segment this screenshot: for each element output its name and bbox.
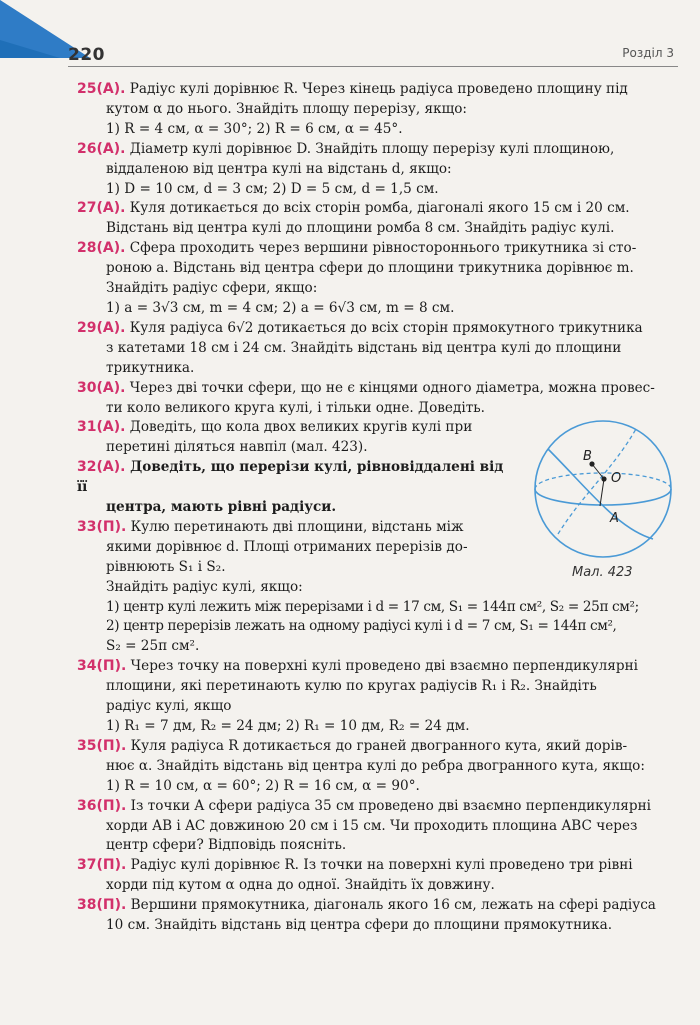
problem-text: нює α. Знайдіть відстань від центра кулі до ребра двогранного кута, якщо: [106, 757, 645, 774]
problem-text: центра, мають рівні радіуси. [106, 499, 337, 516]
label-b: B [583, 449, 592, 464]
problem-38 [77, 896, 677, 936]
problem-number: 32(А). [77, 459, 126, 476]
problem-number: 33(П). [77, 518, 127, 535]
problem-35 [77, 737, 677, 797]
great-circle-back [558, 429, 636, 534]
problem-number: 27(А). [77, 200, 126, 217]
problem-text: рівнюють S₁ і S₂. [106, 558, 226, 575]
problem-text: Сфера проходить через вершини рівностороннього трикутника зі сто- [129, 240, 637, 257]
problem-text: радіус кулі, якщо [106, 698, 232, 715]
problem-text: 10 см. Знайдіть відстань від центра сфери до площини прямокутника. [106, 917, 613, 934]
radius-segment [600, 479, 604, 506]
problem-30 [77, 379, 677, 419]
problem-text: Доведіть, що кола двох великих кругів кулі при [129, 419, 473, 436]
problem-text: 1) R₁ = 7 дм, R₂ = 24 дм; 2) R₁ = 10 дм, R₂ = 24 дм. [106, 718, 470, 734]
problem-text: Знайдіть радіус кулі, якщо: [106, 578, 303, 595]
sphere-figure [528, 414, 678, 584]
figure-caption: Мал. 423 [572, 565, 633, 580]
problem-text: Через дві точки сфери, що не є кінцями одного діаметра, можна провес- [129, 379, 655, 396]
problem-text: Куля радіуса R дотикається до граней двогранного кута, який дорів- [130, 737, 628, 754]
problem-text: перетині діляться навпіл (мал. 423). [106, 439, 368, 456]
problem-text: Радіус кулі дорівнює R. Через кінець радіуса проведено площину під [129, 81, 628, 97]
problem-text: Знайдіть радіус сфери, якщо: [106, 280, 318, 297]
label-o: O [611, 471, 622, 486]
problem-28 [77, 239, 677, 319]
problem-text: ти коло великого круга кулі, і тільки одне. Доведіть. [106, 399, 485, 416]
problem-text: S₂ = 25π см². [106, 638, 200, 655]
problem-number: 31(А). [77, 419, 126, 436]
problem-number: 36(П). [77, 797, 127, 814]
problem-text: Відстань від центра кулі до площини ромба 8 см. Знайдіть радіус кулі. [106, 220, 615, 237]
label-a: A [610, 511, 619, 526]
problem-text: кутом α до нього. Знайдіть площу перерізу, якщо: [106, 100, 467, 117]
problem-31 [77, 418, 517, 458]
problem-text: центр сфери? Відповідь поясніть. [106, 837, 347, 854]
problem-text: 2) центр перерізів лежать на одному радіусі кулі і d = 7 см, S₁ = 144π см², [106, 618, 617, 635]
problem-36 [77, 797, 677, 857]
radius-segment [592, 464, 604, 479]
problem-text: хорди AB і AC довжиною 20 см і 15 см. Чи проходить площина ABC через [106, 817, 638, 834]
problem-text: 1) R = 4 см, α = 30°; 2) R = 6 см, α = 45°. [106, 120, 403, 137]
problem-text: хорди під кутом α одна до одної. Знайдіть їх довжину. [106, 877, 495, 894]
problem-25 [77, 80, 677, 140]
problem-text: площини, які перетинають кулю по кругах радіусів R₁ і R₂. Знайдіть [106, 678, 597, 695]
problem-text: Із точки A сфери радіуса 35 см проведено дві взаємно перпендикулярні [130, 797, 651, 814]
problem-text: Вершини прямокутника, діагональ якого 16 см, лежать на сфері радіуса [130, 897, 656, 914]
problem-text: Кулю перетинають дві площини, відстань між [130, 518, 464, 535]
problem-number: 38(П). [77, 897, 127, 914]
problem-text: Куля дотикається до всіх сторін ромба, діагоналі якого 15 см і 20 см. [129, 200, 630, 217]
problem-text: 1) a = 3√3 см, m = 4 см; 2) a = 6√3 см, m = 8 см. [106, 299, 455, 316]
problem-text: з катетами 18 см і 24 см. Знайдіть відстань від центра кулі до площини [106, 339, 622, 356]
problem-number: 28(А). [77, 240, 126, 257]
section-label: Розділ 3 [622, 46, 674, 60]
equator-front [535, 489, 671, 505]
problem-32 [77, 458, 517, 518]
problem-number: 29(А). [77, 319, 126, 336]
problem-number: 30(А). [77, 379, 126, 396]
problem-29 [77, 319, 677, 379]
problem-text: Через точку на поверхні кулі проведено дві взаємно перпендикулярні [130, 658, 638, 675]
problem-text: 1) R = 10 см, α = 60°; 2) R = 16 см, α = 90°. [106, 777, 420, 794]
problem-number: 25(А). [77, 81, 126, 97]
problem-text: Доведіть, що перерізи кулі, рівновіддалені від її [77, 459, 504, 496]
page-number: 220 [68, 45, 105, 65]
problem-number: 37(П). [77, 857, 127, 874]
header-rule [68, 66, 678, 67]
problem-text: трикутника. [106, 359, 195, 376]
problem-26 [77, 140, 677, 200]
problem-text: віддаленою від центра кулі на відстань d, якщо: [106, 160, 452, 177]
problem-number: 35(П). [77, 737, 127, 754]
problem-text: якими дорівнює d. Площі отриманих перерізів до- [106, 538, 468, 555]
point-o [601, 476, 606, 481]
problem-text: Куля радіуса 6√2 дотикається до всіх сторін прямокутного трикутника [129, 319, 643, 336]
problem-text: Діаметр кулі дорівнює D. Знайдіть площу перерізу кулі площиною, [129, 140, 615, 157]
problem-number: 26(А). [77, 140, 126, 157]
problem-27 [77, 199, 677, 239]
problem-text: роною a. Відстань від центра сфери до площини трикутника дорівнює m. [106, 260, 634, 277]
problem-number: 34(П). [77, 658, 127, 675]
problem-text: 1) центр кулі лежить між перерізами і d = 17 см, S₁ = 144π см², S₂ = 25π см²; [106, 598, 639, 615]
problem-text: 1) D = 10 см, d = 3 см; 2) D = 5 см, d = 1,5 см. [106, 180, 439, 197]
problem-text: Радіус кулі дорівнює R. Із точки на поверхні кулі проведено три рівні [130, 857, 633, 874]
problem-37 [77, 856, 677, 896]
problem-34 [77, 657, 677, 737]
